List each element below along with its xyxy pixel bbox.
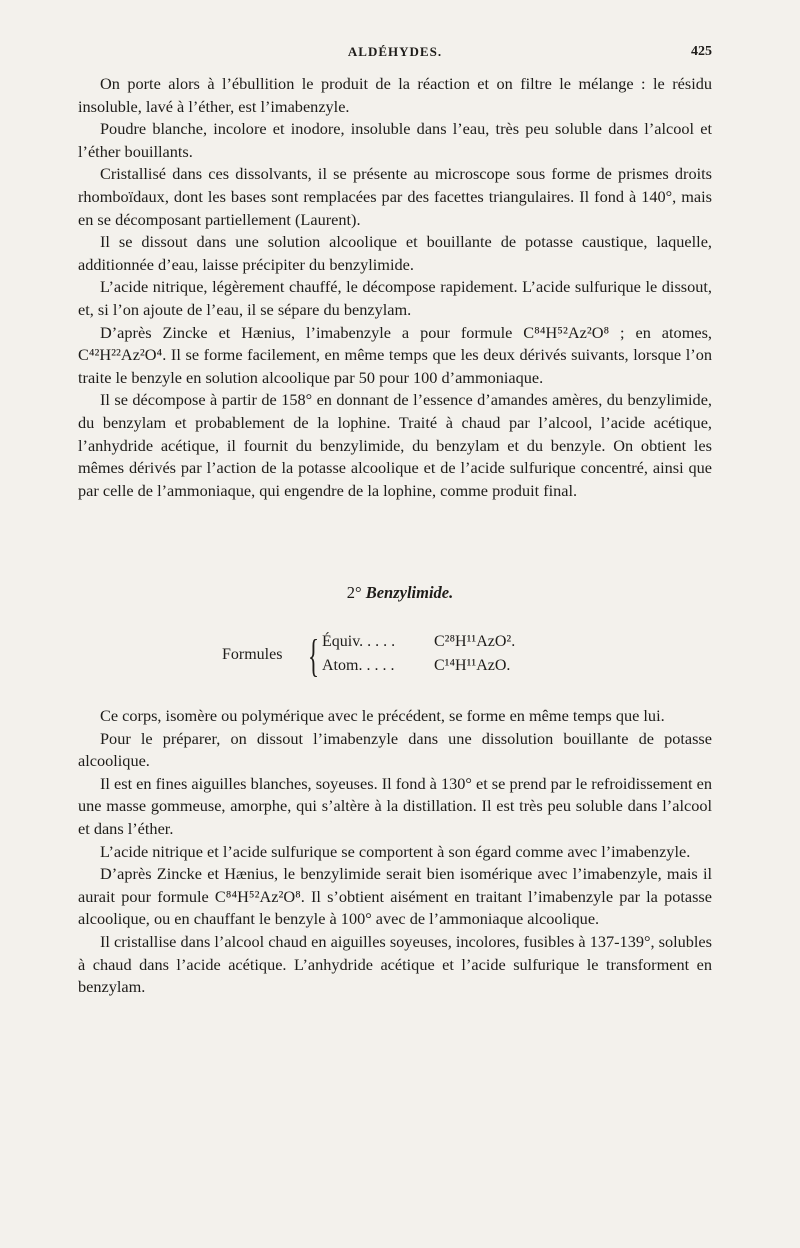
- paragraph: Il se dissout dans une solution alcoolique et bouillante de potasse caustique, laquelle, additionnée d’eau, laisse précipiter du benzylimide.: [78, 232, 712, 274]
- formula-row: [322, 633, 515, 651]
- paragraph: Il est en fines aiguilles blanches, soyeuses. Il fond à 130° et se prend par le refroidissement en une masse gommeuse, amorphe, qui s’altère à la distillation. Il est très peu soluble dans l’alcool et dans l’éther.: [78, 773, 712, 838]
- paragraph: Ce corps, isomère ou polymérique avec le précédent, se forme en même temps que lui.: [100, 706, 665, 725]
- page-header: [78, 44, 712, 66]
- brace-glyph: {: [308, 630, 320, 681]
- paragraph: Il se décompose à partir de 158° en donnant de l’essence d’amandes amères, du benzylimide, du benzylam et probablement de la lophine. Traité à chaud par l’alcool, l’acide acétique, l’anhydride acétique, il fournit du benzylimide, du benzylam et du benzyle. On obtient les mêmes dérivés par l’action de la potasse alcoolique et de l’acide sulfurique concentré, ainsi que par celle de l’ammoniaque, qui engendre de la lophine, comme produit final.: [78, 390, 712, 500]
- paragraph: L’acide nitrique, légèrement chauffé, le décompose rapidement. L’acide sulfurique le dissout, et, si l’on ajoute de l’eau, il se sépare du benzylam.: [78, 277, 712, 319]
- paragraph: Il cristallise dans l’alcool chaud en aiguilles soyeuses, incolores, fusibles à 137-139°, solubles à chaud dans l’acide acétique. L’anhydride acétique et l’acide sulfurique le transforment en benzylam.: [78, 931, 712, 997]
- section-heading: [0, 583, 800, 603]
- section-2-body: [78, 705, 712, 999]
- formulas-label: Formules: [222, 646, 283, 663]
- paragraph: Pour le préparer, on dissout l’imabenzyle dans une dissolution bouillante de potasse alcoolique.: [78, 728, 712, 771]
- formula-block: [222, 630, 622, 683]
- formula-row: [322, 657, 510, 675]
- paragraph: L’acide nitrique et l’acide sulfurique se comportent à son égard comme avec l’imabenzyle.: [100, 841, 691, 861]
- formula-name: Équiv. . . . .: [322, 633, 396, 650]
- formula-value: C²⁸H¹¹AzO².: [434, 633, 516, 650]
- section-title: Benzylimide.: [365, 583, 454, 602]
- section-1-body: [78, 73, 712, 502]
- formula-name: Atom. . . . .: [322, 657, 395, 674]
- paragraph: D’après Zincke et Hænius, l’imabenzyle a pour formule C⁸⁴H⁵²Az²O⁸ ; en atomes, C⁴²H²²Az²O⁴. Il se forme facilement, en même temps que les deux dérivés suivants, lorsque l’on traite le benzyle en solution alcoolique par 50 pour 100 d’ammoniaque.: [78, 322, 712, 387]
- paragraph: D’après Zincke et Hænius, le benzylimide serait bien isomérique avec l’imabenzyle, mais il aurait pour formule C⁸⁴H⁵²Az²O⁸. Il s’obtient aisément en traitant l’imabenzyle par la potasse alcoolique, ou en chauffant le benzyle à 100° avec de l’ammoniaque alcoolique.: [78, 864, 712, 929]
- running-title: ALDÉHYDES.: [347, 44, 443, 59]
- paragraph: On porte alors à l’ébullition le produit de la réaction et on filtre le mélange : le résidu insoluble, lavé à l’éther, est l’imabenzyle.: [78, 74, 712, 116]
- formula-value: C¹⁴H¹¹AzO.: [434, 657, 511, 674]
- paragraph: Poudre blanche, incolore et inodore, insoluble dans l’eau, très peu soluble dans l’alcool et l’éther bouillants.: [78, 119, 712, 161]
- section-number: 2°: [346, 583, 362, 602]
- page-number: 425: [691, 44, 712, 59]
- paragraph: Cristallisé dans ces dissolvants, il se présente au microscope sous forme de prismes droits rhomboïdaux, dont les bases sont remplacées par des facettes triangulaires. Il fond à 140°, mais en se décomposant partiellement (Laurent).: [78, 164, 712, 229]
